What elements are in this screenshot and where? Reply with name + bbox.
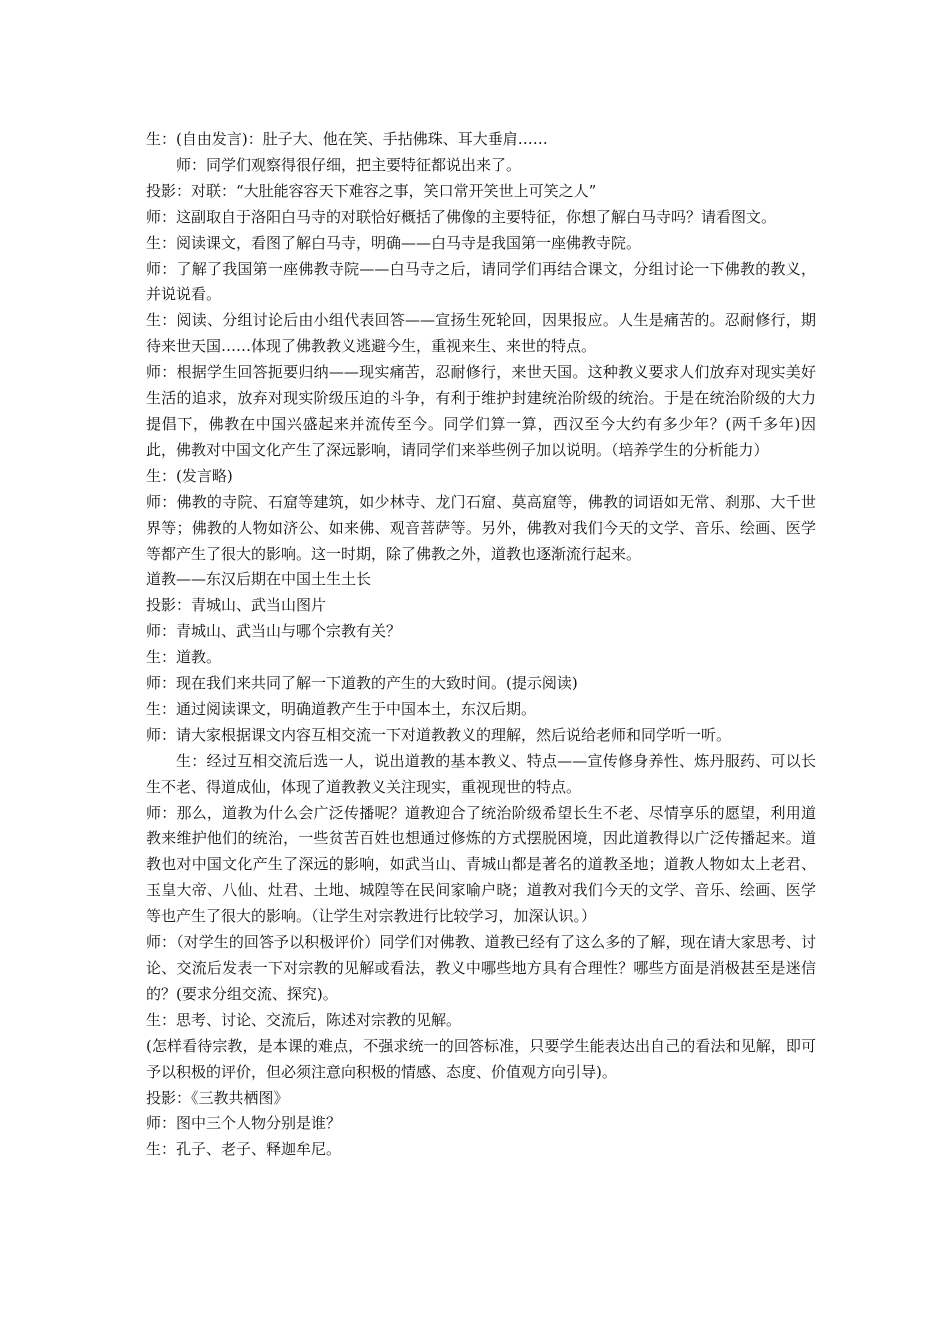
paragraph: 生：通过阅读课文，明确道教产生于中国本土，东汉后期。 [146,699,537,718]
paragraph: 投影：对联：“大肚能容容天下难容之事，笑口常开笑世上可笑之人” [146,181,597,200]
paragraph: 师：图中三个人物分别是谁？ [146,1114,342,1133]
paragraph: 生：思考、讨论、交流后，陈述对宗教的见解。 [146,1010,462,1029]
document-body [146,127,816,1163]
paragraph: 师：请大家根据课文内容互相交流一下对道教教义的理解，然后说给老师和同学听一听。 [146,725,732,744]
paragraph: 投影：《三教共栖图》 [146,1088,289,1107]
paragraph: 生：经过互相交流后选一人，说出道教的基本教义、特点——宣传修身养性、炼丹服药、可以长生不老、得道成仙，体现了道教教义关注现实，重视现世的特点。 [146,751,816,796]
paragraph: 师：佛教的寺院、石窟等建筑，如少林寺、龙门石窟、莫高窟等，佛教的词语如无常、刹那、大千世界等；佛教的人物如济公、如来佛、观音菩萨等。另外，佛教对我们今天的文学、音乐、绘画、医学等都产生了很大的影响。这一时期，除了佛教之外，道教也逐渐流行起来。 [146,492,816,563]
paragraph: 道教——东汉后期在中国土生土长 [146,570,372,589]
paragraph: 师：那么，道教为什么会广泛传播呢？道教迎合了统治阶级希望长生不老、尽情享乐的愿望，利用道教来维护他们的统治，一些贫苦百姓也想通过修炼的方式摆脱困境，因此道教得以广泛传播起来。道教也对中国文化产生了深远的影响，如武当山、青城山都是著名的道教圣地；道教人物如太上老君、玉皇大帝、八仙、灶君、土地、城隍等在民间家喻户晓；道教对我们今天的文学、音乐、绘画、医学等也产生了很大的影响。（让学生对宗教进行比较学习，加深认识。） [146,803,816,926]
paragraph: 师：了解了我国第一座佛教寺院——白马寺之后，请同学们再结合课文，分组讨论一下佛教的教义，并说说看。 [146,259,816,304]
paragraph: 生：阅读、分组讨论后由小组代表回答——宣扬生死轮回，因果报应。人生是痛苦的。忍耐修行，期待来世天国……体现了佛教教义逃避今生，重视来生、来世的特点。 [146,311,816,356]
paragraph: 生：道教。 [146,648,222,667]
paragraph: 生：(自由发言)：肚子大、他在笑、手拈佛珠、耳大垂肩…… [146,130,548,148]
paragraph: 师：这副取自于洛阳白马寺的对联恰好概括了佛像的主要特征，你想了解白马寺吗？请看图文。 [146,207,777,226]
paragraph: 师：（对学生的回答予以积极评价）同学们对佛教、道教已经有了这么多的了解，现在请大家思考、讨论、交流后发表一下对宗教的见解或看法，教义中哪些地方具有合理性？哪些方面是消极甚至是迷信的？(要求分组交流、探究)。 [146,933,816,1003]
paragraph: 师：现在我们来共同了解一下道教的产生的大致时间。(提示阅读) [146,674,578,693]
paragraph: 生：(发言略) [146,466,233,485]
paragraph: 生：孔子、老子、释迦牟尼。 [146,1140,342,1159]
paragraph: 师：根据学生回答扼要归纳——现实痛苦，忍耐修行，来世天国。这种教义要求人们放弃对现实美好生活的追求，放弃对现实阶级压迫的斗争，有利于维护封建统治阶级的统治。于是在统治阶级的大力提倡下，佛教在中国兴盛起来并流传至今。同学们算一算，西汉至今大约有多少年？(两千多年)因此，佛教对中国文化产生了深远影响，请同学们来举些例子加以说明。（培养学生的分析能力） [146,363,816,459]
paragraph: 师：同学们观察得很仔细，把主要特征都说出来了。 [176,155,522,174]
paragraph: 师：青城山、武当山与哪个宗教有关？ [146,622,402,641]
paragraph: 投影：青城山、武当山图片 [146,596,327,615]
paragraph: 生：阅读课文，看图了解白马寺，明确——白马寺是我国第一座佛教寺院。 [146,233,642,252]
paragraph: (怎样看待宗教，是本课的难点，不强求统一的回答标准，只要学生能表达出自己的看法和见解，即可予以积极的评价，但必须注意向积极的情感、态度、价值观方向引导)。 [146,1036,816,1081]
